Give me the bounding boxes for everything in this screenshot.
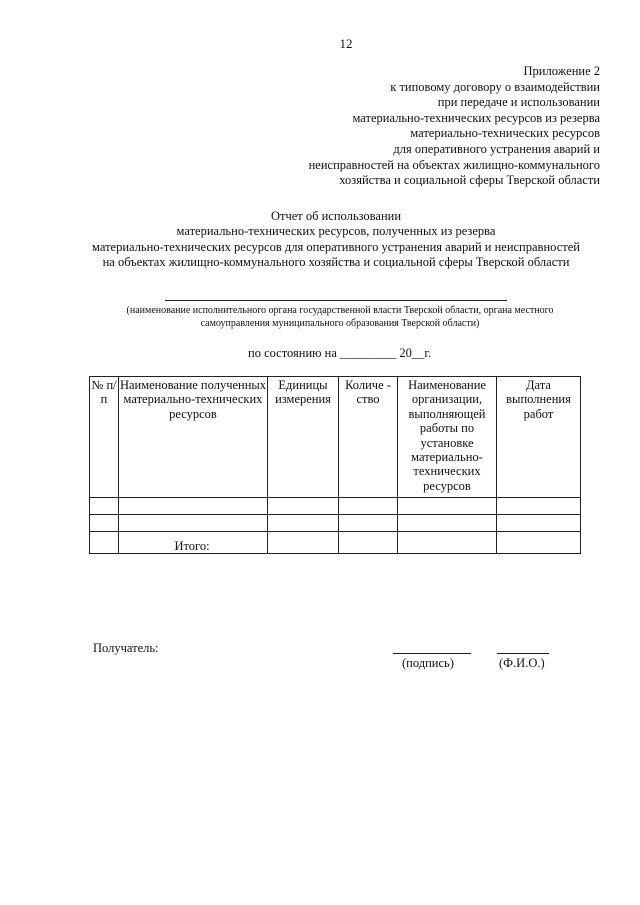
table-cell[interactable] xyxy=(497,515,581,532)
report-title xyxy=(0,209,640,271)
table-cell[interactable] xyxy=(90,498,119,515)
report-title-line: материально-технических ресурсов, полученных из резерва xyxy=(176,224,496,239)
signature-caption: (подпись) xyxy=(402,656,454,670)
table-total-row xyxy=(90,532,581,554)
table-cell[interactable] xyxy=(398,515,497,532)
full-name-field[interactable] xyxy=(497,653,549,654)
table-cell[interactable] xyxy=(398,498,497,515)
full-name-caption: (Ф.И.О.) xyxy=(499,656,545,670)
recipient-label: Получатель: xyxy=(93,641,159,655)
total-quantity-cell[interactable] xyxy=(339,532,398,554)
header-unit: Единицы измерения xyxy=(268,377,339,498)
header-resource-name: Наименование полученных материально-технических ресурсов xyxy=(119,377,268,498)
table-header-row xyxy=(90,377,581,498)
table-cell xyxy=(90,532,119,554)
table-cell[interactable] xyxy=(90,515,119,532)
appendix-line: Приложение 2 xyxy=(523,64,600,78)
table-row xyxy=(90,515,581,532)
table-cell[interactable] xyxy=(119,498,268,515)
appendix-line: материально-технических ресурсов xyxy=(410,126,600,141)
report-title-line: материально-технических ресурсов для оперативного устранения аварий и неисправностей xyxy=(92,239,580,254)
appendix-line: при передаче и использовании xyxy=(437,95,600,110)
header-quantity: Количе - ство xyxy=(339,377,398,498)
report-title-line: на объектах жилищно-коммунального хозяйства и социальной сферы Тверской области xyxy=(102,255,570,270)
appendix-line: для оперативного устранения аварий и xyxy=(393,141,600,156)
total-unit-cell[interactable] xyxy=(268,532,339,554)
appendix-line: материально-технических ресурсов из резерва xyxy=(352,110,600,125)
table-row xyxy=(90,498,581,515)
total-label: Итого: xyxy=(119,532,268,554)
header-number: № п/п xyxy=(90,377,119,498)
resources-table xyxy=(89,376,581,554)
appendix-line: неисправностей на объектах жилищно-коммунального xyxy=(308,157,600,172)
organization-caption-line: (наименование исполнительного органа государственной власти Тверской области, органа местного xyxy=(126,305,554,316)
total-date-cell[interactable] xyxy=(497,532,581,554)
table-cell[interactable] xyxy=(268,515,339,532)
organization-caption xyxy=(60,304,620,330)
appendix-header xyxy=(309,64,600,189)
as-of-date: по состоянию на _________ 20__г. xyxy=(248,346,432,360)
table-cell[interactable] xyxy=(339,498,398,515)
appendix-line: хозяйства и социальной сферы Тверской области xyxy=(339,173,600,188)
total-organization-cell[interactable] xyxy=(398,532,497,554)
page-number: 12 xyxy=(339,36,353,51)
table-cell[interactable] xyxy=(119,515,268,532)
organization-name-field[interactable] xyxy=(165,300,507,301)
report-title-line: Отчет об использовании xyxy=(270,209,402,223)
table-cell[interactable] xyxy=(497,498,581,515)
header-organization: Наименование организации, выполняющей работы по установке материально-технических ресурсов xyxy=(398,377,497,498)
appendix-line: к типовому договору о взаимодействии xyxy=(390,79,600,94)
header-date: Дата выполнения работ xyxy=(497,377,581,498)
organization-caption-line: самоуправления муниципального образования Тверской области) xyxy=(200,318,480,329)
table-cell[interactable] xyxy=(339,515,398,532)
table-cell[interactable] xyxy=(268,498,339,515)
signature-field[interactable] xyxy=(393,653,471,654)
